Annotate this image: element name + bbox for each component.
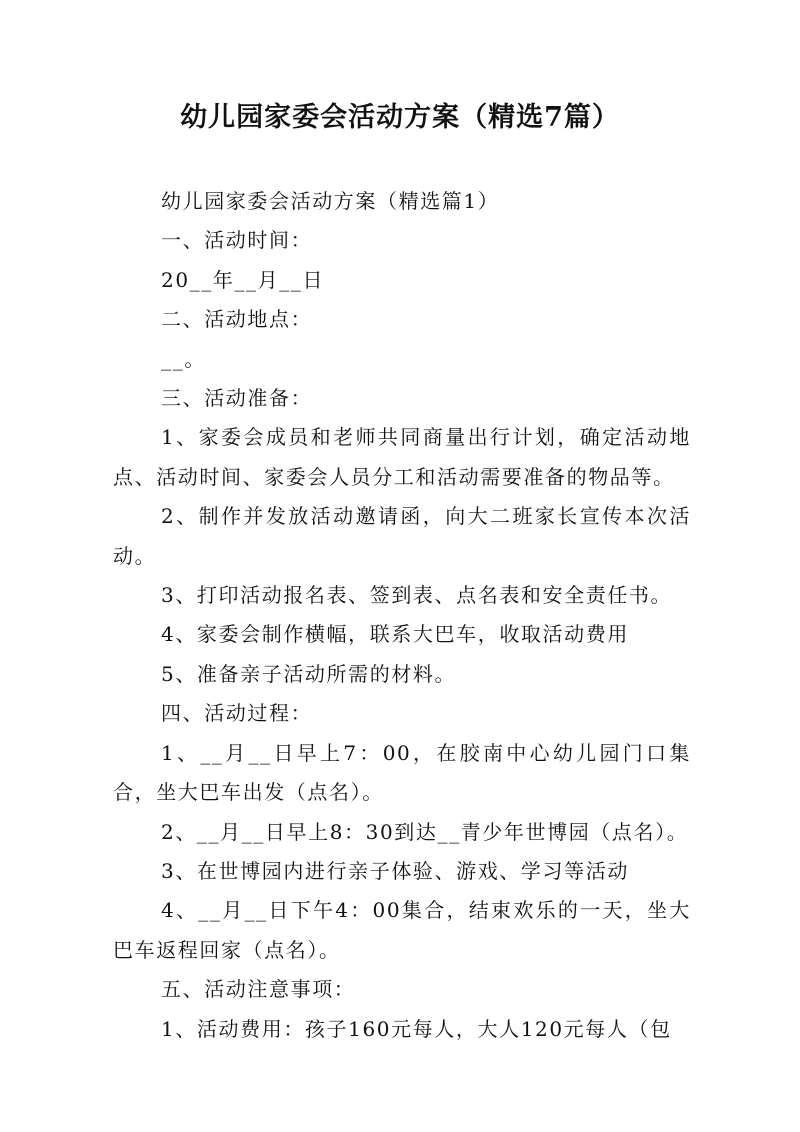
paragraph: 1、家委会成员和老师共同商量出行计划，确定活动地点、活动时间、家委会人员分工和活动需要准备的物品等。: [113, 425, 691, 489]
paragraph: 四、活动过程：: [161, 701, 313, 726]
paragraph: 一、活动时间：: [161, 228, 313, 253]
paragraph: 2、__月__日早上8：30到达__青少年世博园（点名）。: [161, 819, 689, 844]
paragraph: 2、制作并发放活动邀请函，向大二班家长宣传本次活动。: [113, 504, 691, 568]
section-heading: 幼儿园家委会活动方案（精选篇1）: [161, 189, 500, 213]
paragraph: 20__年__月__日: [161, 267, 325, 292]
paragraph: 5、准备亲子活动所需的材料。: [161, 661, 457, 686]
document-body: [113, 182, 691, 1049]
paragraph: 3、在世博园内进行亲子体验、游戏、学习等活动: [161, 858, 629, 883]
document-title: 幼儿园家委会活动方案（精选7篇）: [180, 102, 620, 133]
paragraph: 1、__月__日早上7：00，在胶南中心幼儿园门口集合，坐大巴车出发（点名）。: [113, 740, 691, 805]
paragraph: 1、活动费用：孩子160元每人，大人120元每人（包: [161, 1016, 672, 1041]
paragraph: 三、活动准备：: [161, 386, 313, 411]
paragraph: 五、活动注意事项：: [161, 977, 356, 1002]
paragraph: 二、活动地点：: [161, 307, 313, 332]
paragraph: 4、__月__日下午4：00集合，结束欢乐的一天，坐大巴车返程回家（点名）。: [113, 898, 691, 962]
paragraph: 3、打印活动报名表、签到表、点名表和安全责任书。: [161, 583, 673, 608]
paragraph: 4、家委会制作横幅，联系大巴车，收取活动费用: [161, 622, 629, 647]
paragraph: __。: [161, 346, 206, 371]
